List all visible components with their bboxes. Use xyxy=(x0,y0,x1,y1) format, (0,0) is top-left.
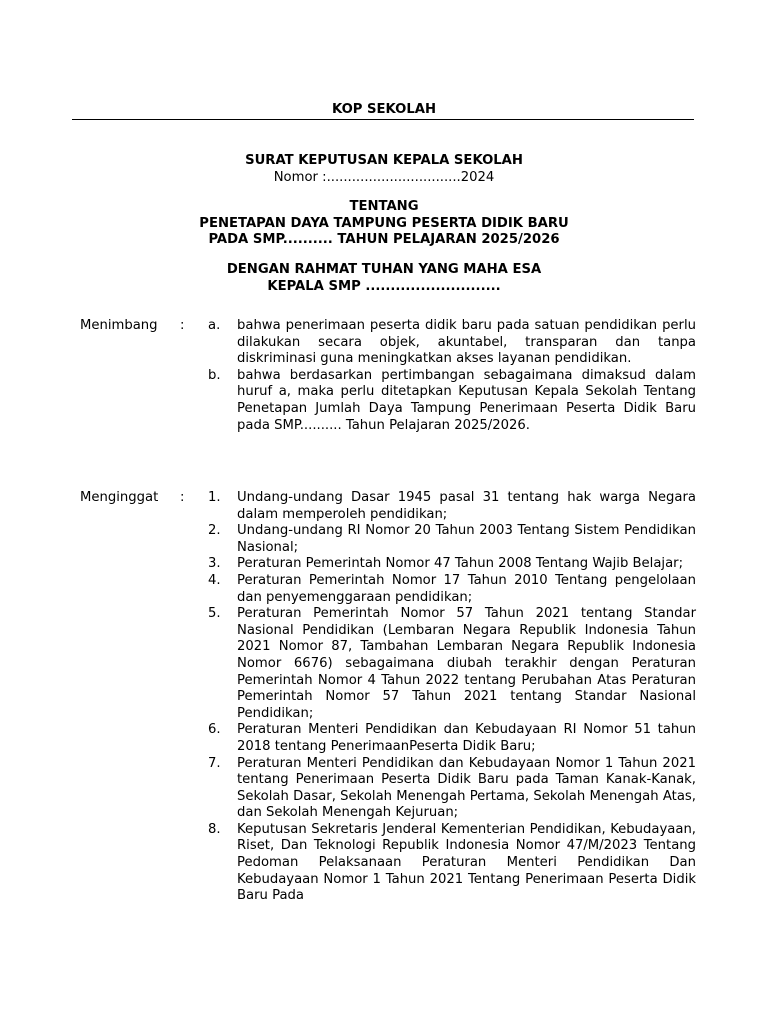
list-marker: 3. xyxy=(208,556,221,572)
list-marker: 2. xyxy=(208,523,221,539)
mengingat-row-6 xyxy=(80,722,696,755)
invocation-block xyxy=(0,262,768,295)
list-item-text: Peraturan Pemerintah Nomor 17 Tahun 2010 Tentang pengelolaan dan penyemenggaraan pendidikan; xyxy=(237,572,696,605)
decree-title: SURAT KEPUTUSAN KEPALA SEKOLAH xyxy=(245,153,523,168)
title-block xyxy=(0,153,768,186)
tentang-heading: TENTANG xyxy=(349,199,419,214)
menimbang-colon: : xyxy=(180,318,185,333)
invocation-line: DENGAN RAHMAT TUHAN YANG MAHA ESA xyxy=(226,262,542,277)
list-item-text: Peraturan Menteri Pendidikan dan Kebudayaan RI Nomor 51 tahun 2018 tentang PenerimaanPeserta Didik Baru; xyxy=(237,722,696,754)
list-marker: 8. xyxy=(208,821,221,837)
mengingat-row-5 xyxy=(80,606,696,722)
list-item-text: bahwa berdasarkan pertimbangan sebagaimana dimaksud dalam huruf a, maka perlu ditetapkan Keputusan Kepala Sekolah Tentang Penetapan Jumlah Daya Tampung Penerimaan Peserta Didik Baru pada SMP.......... Tahun Pelajaran 2025/2026. xyxy=(237,367,696,433)
list-marker: b. xyxy=(208,367,221,383)
mengingat-row-1 xyxy=(80,490,696,523)
mengingat-section xyxy=(80,490,696,905)
mengingat-row-4 xyxy=(80,573,696,606)
list-marker: 4. xyxy=(208,572,221,588)
list-item-text: Peraturan Pemerintah Nomor 47 Tahun 2008 Tentang Wajib Belajar; xyxy=(237,556,684,572)
list-item-text: Peraturan Menteri Pendidikan dan Kebudayaan Nomor 1 Tahun 2021 tentang Penerimaan Peserta Didik Baru pada Taman Kanak-Kanak, Sekolah Dasar, Sekolah Menengah Pertama, Sekolah Menengah Atas, dan Sekolah Menengah Kejuruan; xyxy=(237,755,696,821)
menimbang-label: Menimbang xyxy=(80,318,158,333)
menimbang-row-b xyxy=(80,368,696,434)
list-marker: a. xyxy=(208,318,221,333)
header-rule xyxy=(72,119,694,120)
mengingat-label: Menginggat xyxy=(80,490,159,505)
menimbang-row-a xyxy=(80,318,696,368)
menimbang-section xyxy=(80,318,696,434)
list-item-text: bahwa penerimaan peserta didik baru pada satuan pendidikan perlu dilakukan secara objek, akuntabel, transparan dan tanpa diskriminasi guna meningkatkan akses layanan pendidikan. xyxy=(237,318,696,367)
decree-number: Nomor :................................2024 xyxy=(273,169,495,185)
mengingat-row-8 xyxy=(80,822,696,905)
list-item-text: Undang-undang RI Nomor 20 Tahun 2003 Tentang Sistem Pendidikan Nasional; xyxy=(237,523,696,555)
kop-sekolah-header: KOP SEKOLAH xyxy=(331,102,437,117)
list-marker: 1. xyxy=(208,490,221,505)
list-marker: 7. xyxy=(208,755,221,771)
subject-block xyxy=(0,199,768,249)
list-item-text: Peraturan Pemerintah Nomor 57 Tahun 2021 tentang Standar Nasional Pendidikan (Lembaran Negara Republik Indonesia Tahun 2021 Nomor 87, Tambahan Lembaran Negara Republik Indonesia Nomor 6676) sebagaimana diubah terakhir dengan Peraturan Pemerintah Nomor 4 Tahun 2022 tentang Perubahan Atas Peraturan Pemerintah Nomor 57 Tahun 2021 tentang Standar Nasional Pendidikan; xyxy=(237,606,696,721)
mengingat-row-7 xyxy=(80,756,696,822)
principal-line: KEPALA SMP ........................... xyxy=(267,278,501,294)
list-marker: 6. xyxy=(208,722,221,738)
mengingat-colon: : xyxy=(180,490,185,505)
subject-line-2: PADA SMP.......... TAHUN PELAJARAN 2025/2026 xyxy=(208,232,560,248)
mengingat-row-2 xyxy=(80,523,696,556)
list-item-text: Keputusan Sekretaris Jenderal Kementerian Pendidikan, Kebudayaan, Riset, Dan Teknologi Republik Indonesia Nomor 47/M/2023 Tentang Pedoman Pelaksanaan Peraturan Menteri Pendidikan Dan Kebudayaan Nomor 1 Tahun 2021 Tentang Penerimaan Peserta Didik Baru Pada xyxy=(237,821,696,904)
list-marker: 5. xyxy=(208,606,221,622)
list-item-text: Undang-undang Dasar 1945 pasal 31 tentang hak warga Negara dalam memperoleh pendidikan; xyxy=(237,490,696,522)
subject-line-1: PENETAPAN DAYA TAMPUNG PESERTA DIDIK BARU xyxy=(199,215,569,231)
mengingat-row-3 xyxy=(80,556,696,573)
